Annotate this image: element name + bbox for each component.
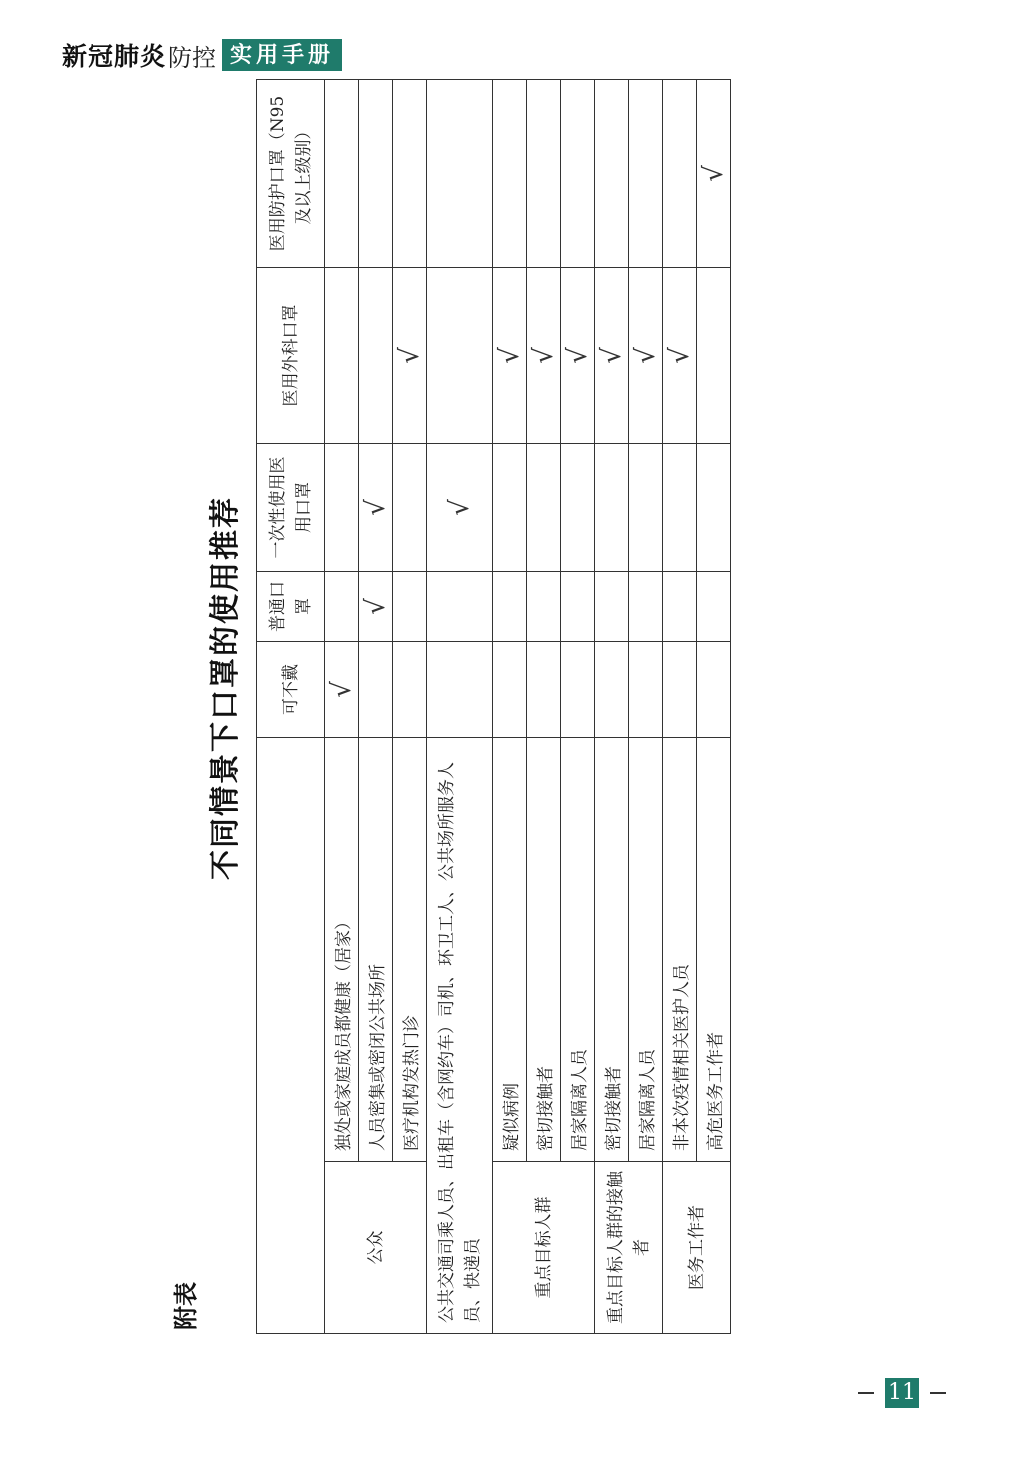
col-header-regular-mask: 普通口罩 [257,572,325,642]
page-number-dash-left [858,1392,874,1394]
group-key-target: 重点目标人群 [493,1162,595,1334]
page-number: 11 [885,1378,919,1408]
book-title: 新冠肺炎 [62,42,167,71]
scene-cell: 居家隔离人员 [629,738,663,1162]
scene-cell: 独处或家庭成员都健康（居家） [325,738,359,1162]
table-row [595,80,629,1334]
header-corner [257,738,325,1334]
col-header-surgical-mask: 医用外科口罩 [257,268,325,444]
check-mark: √ [325,642,359,738]
table-title: 不同情景下口罩的使用推荐 [208,496,243,880]
scene-cell: 密切接触者 [595,738,629,1162]
table-row [393,80,427,1334]
check-mark: √ [393,268,427,444]
table-row [359,80,393,1334]
scene-cell: 人员密集或密闭公共场所 [359,738,393,1162]
group-public-service-workers: 公共交通司乘人员、出租车（含网约车）司机、环卫工人、公共场所服务人员、快递员 [427,738,493,1334]
check-mark: √ [427,444,493,572]
check-mark: √ [629,268,663,444]
scene-cell: 医疗机构发热门诊 [393,738,427,1162]
rotated-table-area [160,95,740,1400]
handbook-badge: 实用手册 [222,39,342,71]
mask-recommendation-table [256,79,731,1334]
appendix-label: 附表 [172,1282,200,1330]
col-header-n95-mask: 医用防护口罩（N95 及以上级别） [257,80,325,268]
col-header-disposable-mask: 一次性使用医用口罩 [257,444,325,572]
scene-cell: 高危医务工作者 [697,738,731,1162]
group-public: 公众 [325,1162,427,1334]
scene-cell: 密切接触者 [527,738,561,1162]
table-row [663,80,697,1334]
table-header-row [257,80,325,1334]
table-row [325,80,359,1334]
page-header [62,38,342,72]
scene-cell: 非本次疫情相关医护人员 [663,738,697,1162]
page-number-dash-right [930,1392,946,1394]
check-mark: √ [697,80,731,268]
table-row [561,80,595,1334]
group-key-target-contacts: 重点目标人群的接触者 [595,1162,663,1334]
check-mark: √ [359,444,393,572]
book-title-sub: 防控 [168,43,217,72]
check-mark: √ [527,268,561,444]
check-mark: √ [663,268,697,444]
table-row [629,80,663,1334]
group-medical-workers: 医务工作者 [663,1162,731,1334]
check-mark: √ [561,268,595,444]
check-mark: √ [595,268,629,444]
table-row [697,80,731,1334]
check-mark: √ [359,572,393,642]
check-mark: √ [493,268,527,444]
col-header-no-mask: 可不戴 [257,642,325,738]
scene-cell: 居家隔离人员 [561,738,595,1162]
table-row [427,80,493,1334]
table-row [493,80,527,1334]
table-row [527,80,561,1334]
scene-cell: 疑似病例 [493,738,527,1162]
